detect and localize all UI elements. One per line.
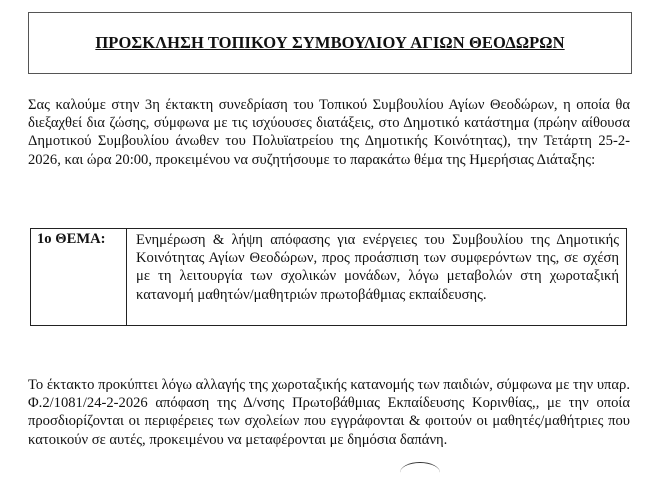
seal-edge-mark [400, 462, 440, 483]
reason-paragraph: Το έκτακτο προκύπτει λόγω αλλαγής της χωροταξικής κατανομής των παιδιών, σύμφωνα με την υπαρ. Φ.2/1081/24-2-2026 απόφαση της Δ/νσης Πρωτοβάθμιας Εκπαίδευσης Κορινθίας,, με την οποία προσδιορίζονται οι περιφέρειες των σχολείων που εγγράφονται & φοιτούν οι μαθητές/μαθήτριες που κατοικούν σε αυτές, προκειμένου να μεταφέρονται με δημόσια δαπάνη. [28, 377, 630, 448]
intro-paragraph: Σας καλούμε στην 3η έκτακτη συνεδρίαση του Τοπικού Συμβουλίου Αγίων Θεοδώρων, η οποία θα διεξαχθεί δια ζώσης, σύμφωνα με τις ισχύουσες διατάξεις, στο Δημοτικό κατάστημα (πρώην αίθουσα Δημοτικού Συμβουλίου άνωθεν του Πολυϊατρείου της Δημοτικής Κοινότητας), την Τετάρτη 25-2-2026, και ώρα 20:00, προκειμένου να συζητήσουμε το παρακάτω θέμα της Ημερήσιας Διάταξης: [28, 97, 630, 168]
title-box [28, 12, 632, 74]
topic-text: Ενημέρωση & λήψη απόφασης για ενέργειες του Συμβουλίου της Δημοτικής Κοινότητας Αγίων Θεοδώρων, προς προάσπιση των συμφερόντων της, σε σχέση με τη λειτουργία των σχολικών μονάδων, λόγω μεταβολών στη χωροταξική κατανομή μαθητών/μαθητριών πρωτοβάθμιας εκπαίδευσης. [136, 232, 619, 303]
agenda-topic-table [30, 228, 627, 326]
topic-label: 1ο ΘΕΜΑ: [31, 229, 127, 325]
document-title: ΠΡΟΣΚΛΗΣΗ ΤΟΠΙΚΟΥ ΣΥΜΒΟΥΛΙΟΥ ΑΓΙΩΝ ΘΕΟΔΩΡΩΝ [95, 33, 565, 52]
